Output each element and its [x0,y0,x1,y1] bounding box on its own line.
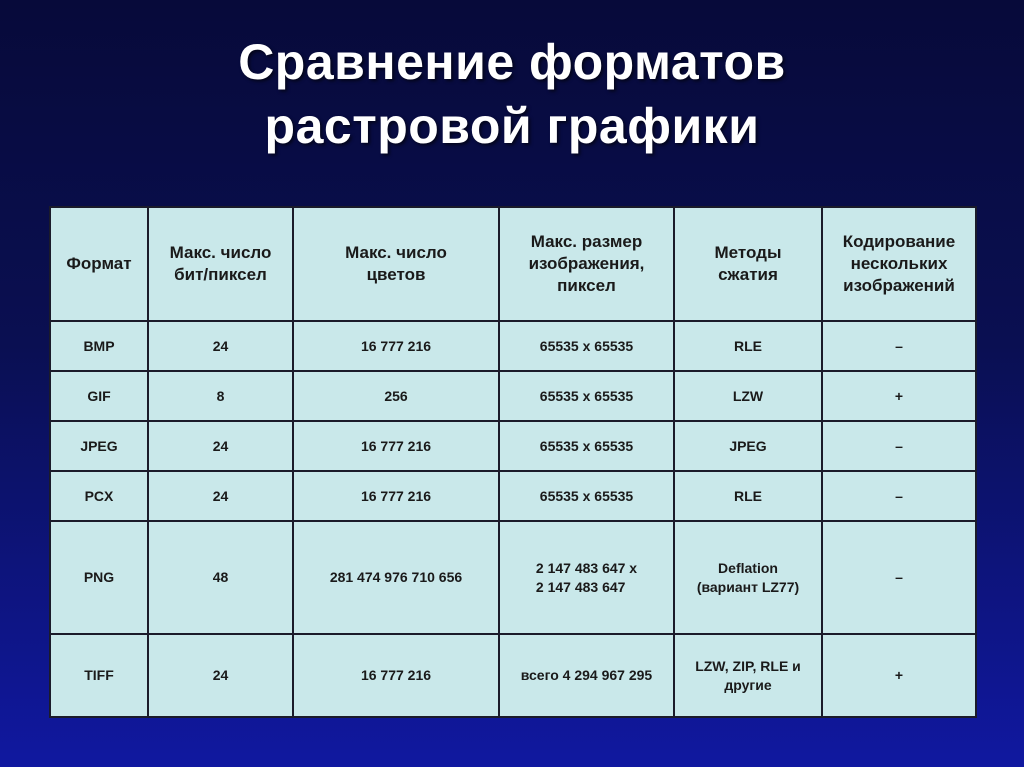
cell-format: PCX [50,471,148,521]
cell-colors: 256 [293,371,499,421]
cell-bits: 48 [148,521,293,634]
header-multi-image-encoding: Кодирование нескольких изображений [822,207,976,321]
table-row [50,634,976,717]
cell-colors: 16 777 216 [293,321,499,371]
table-row [50,371,976,421]
cell-compression: Deflation (вариант LZ77) [674,521,822,634]
cell-size: всего 4 294 967 295 [499,634,674,717]
cell-compression: LZW [674,371,822,421]
cell-colors: 16 777 216 [293,421,499,471]
cell-multi-image: – [822,521,976,634]
slide-title [0,30,1024,158]
header-max-image-size: Макс. размер изображения, пиксел [499,207,674,321]
cell-format: JPEG [50,421,148,471]
header-max-bits-per-pixel: Макс. число бит/пиксел [148,207,293,321]
cell-bits: 24 [148,471,293,521]
cell-colors: 281 474 976 710 656 [293,521,499,634]
cell-size: 2 147 483 647 х 2 147 483 647 [499,521,674,634]
table-row [50,471,976,521]
table-header-row [50,207,976,321]
cell-multi-image: – [822,471,976,521]
header-format: Формат [50,207,148,321]
cell-compression: RLE [674,471,822,521]
cell-format: PNG [50,521,148,634]
table-row [50,521,976,634]
cell-multi-image: + [822,634,976,717]
cell-size: 65535 х 65535 [499,321,674,371]
cell-bits: 8 [148,371,293,421]
header-max-colors: Макс. число цветов [293,207,499,321]
cell-compression: JPEG [674,421,822,471]
cell-multi-image: + [822,371,976,421]
slide-title-line-1: Сравнение форматов [238,34,786,90]
cell-bits: 24 [148,321,293,371]
cell-size: 65535 х 65535 [499,471,674,521]
header-compression-methods: Методы сжатия [674,207,822,321]
cell-compression: RLE [674,321,822,371]
cell-size: 65535 х 65535 [499,421,674,471]
cell-format: TIFF [50,634,148,717]
cell-colors: 16 777 216 [293,634,499,717]
cell-format: BMP [50,321,148,371]
cell-multi-image: – [822,421,976,471]
table-row [50,321,976,371]
cell-multi-image: – [822,321,976,371]
cell-format: GIF [50,371,148,421]
cell-bits: 24 [148,634,293,717]
cell-bits: 24 [148,421,293,471]
cell-colors: 16 777 216 [293,471,499,521]
table-row [50,421,976,471]
cell-compression: LZW, ZIP, RLE и другие [674,634,822,717]
slide-title-line-2: растровой графики [264,98,760,154]
formats-comparison-table [49,206,977,718]
cell-size: 65535 х 65535 [499,371,674,421]
